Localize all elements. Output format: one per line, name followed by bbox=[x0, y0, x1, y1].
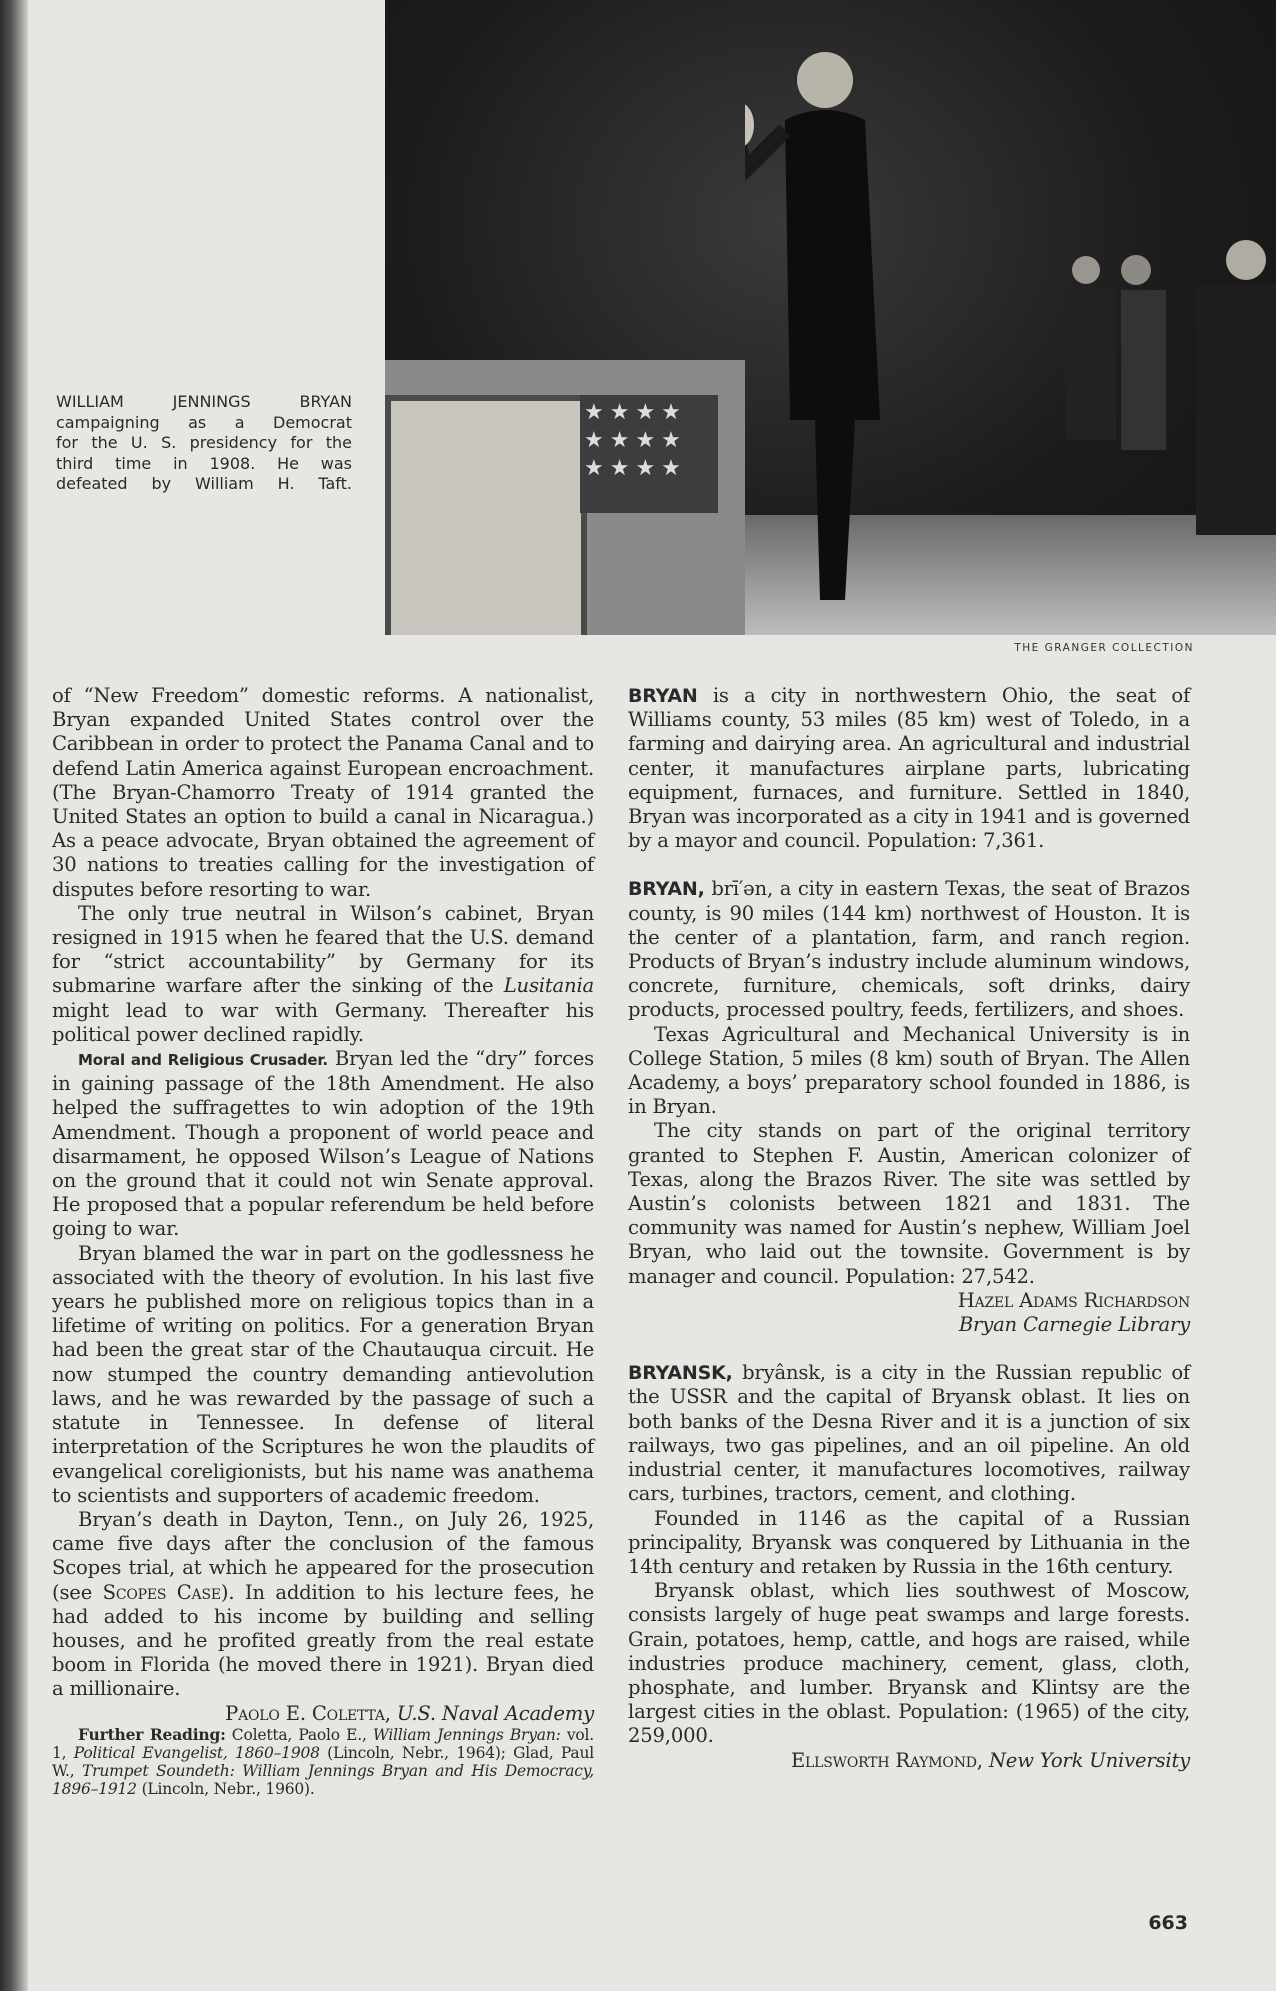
paragraph: Bryan blamed the war in part on the godlessness he associated with the theory of evolution. In his last five years he published more on religious topics than in a lifetime of writing on politics. For a generation Bryan had been the great star of the Chautauqua circuit. He now stumped the country demanding antievolution laws, and he was rewarded by the passage of such a statute in Tennessee. In defense of literal interpretation of the Scriptures he won the plaudits of evangelical coreligionists, but his name was anathema to scientists and supporters of academic freedom. bbox=[52, 1241, 594, 1507]
paragraph: Texas Agricultural and Mechanical University is in College Station, 5 miles (8 km) south of Bryan. The Allen Academy, a boys’ preparatory school founded in 1886, is in Bryan. bbox=[628, 1022, 1190, 1119]
author-affiliation: New York University bbox=[988, 1748, 1190, 1772]
author-name: Hazel Adams Richardson bbox=[957, 1288, 1190, 1312]
text: vol. 1, bbox=[52, 1725, 594, 1762]
paragraph bbox=[52, 902, 594, 1047]
paragraph bbox=[52, 1508, 594, 1702]
title: Trumpet Soundeth: William Jennings Bryan and His Democracy, 1896–1912 bbox=[52, 1761, 594, 1798]
entry-bryan-texas bbox=[628, 877, 1190, 1022]
entry-bryansk bbox=[628, 1361, 1190, 1506]
photo-credit: THE GRANGER COLLECTION bbox=[1014, 642, 1194, 654]
photo-caption bbox=[56, 392, 352, 495]
text: bryânsk, is a city in the Russian republic of the USSR and the capital of Bryansk oblast. It lies on both banks of the Desna River and it is a junction of six railways, two gas pipelines, and an oil pipeline. An old industrial center, it manufactures locomotives, railway cars, turbines, tractors, cement, and clothing. bbox=[628, 1361, 1190, 1506]
affiliation-text: Bryan Carnegie Library bbox=[958, 1313, 1190, 1337]
text: The only true neutral in Wilson’s cabinet, Bryan resigned in 1915 when he feared that the U.S. demand for “strict accountability” by Germany for its submarine warfare after the sinking of the bbox=[52, 901, 594, 998]
text: Coletta, Paolo E., bbox=[225, 1725, 373, 1744]
caption-line: campaigning as a Democrat bbox=[56, 412, 352, 432]
text: ). In addition to his lecture fees, he had added to his income by building and selling houses, and he profited greatly from the real estate boom in Florida (he moved there in 1921). Bryan died a millionaire. bbox=[52, 1580, 594, 1701]
author-affiliation bbox=[628, 1313, 1190, 1337]
entry-heading: BRYAN bbox=[628, 685, 698, 707]
title: Political Evangelist, 1860–1908 bbox=[73, 1743, 320, 1762]
entry-heading: BRYANSK, bbox=[628, 1362, 733, 1385]
speaker-figure bbox=[745, 40, 895, 600]
text: (Lincoln, Nebr., 1960). bbox=[136, 1779, 315, 1798]
caption-line: WILLIAM JENNINGS BRYAN bbox=[56, 392, 352, 411]
section-heading: Moral and Religious Crusader. bbox=[78, 1051, 328, 1070]
flag-stars: ★★★★ ★★★★ ★★★★ bbox=[580, 395, 718, 513]
ship-name: Lusitania bbox=[503, 974, 594, 998]
further-reading-label: Further Reading: bbox=[78, 1724, 226, 1744]
book-spine-edge bbox=[0, 0, 28, 1991]
text: Bryan’s death in Dayton, Tenn., on July 26, 1925, came five days after the conclusion of the famous Scopes trial, at which he appeared for the prosecution (see bbox=[52, 1507, 594, 1604]
cross-reference-link[interactable]: Scopes Case bbox=[102, 1580, 221, 1604]
framed-portrait bbox=[385, 395, 587, 635]
author-name: Paolo E. Coletta, bbox=[225, 1701, 397, 1725]
text: might lead to war with Germany. Thereafter his political power declined rapidly. bbox=[52, 998, 594, 1046]
text: brī′ən, a city in eastern Texas, the seat of Brazos county, is 90 miles (144 km) northwest of Houston. It is the center of a plantation, farm, and ranch region. Products of Bryan’s industry include aluminum windows, concrete, furniture, chemicals, soft drinks, dairy products, processed poultry, feeds, fertilizers, and shoes. bbox=[628, 877, 1190, 1022]
text: Bryan led the “dry” forces in gaining passage of the 18th Amendment. He also helped the suffragettes to win adoption of the 19th Amendment. Though a proponent of world peace and disarmament, he opposed Wilson’s League of Nations on the ground that it could not win Senate approval. He proposed that a popular referendum be held before going to war. bbox=[52, 1047, 594, 1241]
right-column bbox=[628, 684, 1190, 1773]
text: (Lincoln, Nebr., 1964); Glad, Paul W., bbox=[52, 1743, 595, 1780]
photo-bryan-campaigning bbox=[385, 0, 1276, 635]
entry-bryan-ohio bbox=[628, 684, 1190, 853]
paragraph: of “New Freedom” domestic reforms. A nationalist, Bryan expanded United States control over the Caribbean in order to protect the Panama Canal and to defend Latin America against European encroachment. (The Bryan-Chamorro Treaty of 1914 granted the United States an option to build a canal in Nicaragua.) As a peace advocate, Bryan obtained the agreement of 30 nations to treaties calling for the investigation of disputes before resorting to war. bbox=[52, 684, 594, 901]
entry-heading: BRYAN, bbox=[628, 878, 705, 901]
author-affiliation: U.S. Naval Academy bbox=[396, 1701, 594, 1725]
page-number: 663 bbox=[1148, 1912, 1188, 1934]
author-signature bbox=[628, 1749, 1190, 1773]
caption-line: for the U. S. presidency for the bbox=[56, 433, 352, 452]
author-name: Ellsworth Raymond, bbox=[790, 1748, 989, 1772]
title: William Jennings Bryan: bbox=[372, 1725, 561, 1744]
seated-audience-figures bbox=[1046, 240, 1276, 560]
left-column bbox=[52, 684, 594, 1798]
paragraph bbox=[52, 1047, 594, 1242]
paragraph: Bryansk oblast, which lies southwest of Moscow, consists largely of huge peat swamps and large forests. Grain, potatoes, hemp, cattle, and hogs are raised, while industries produce machinery, cement, glass, cloth, phosphate, and lumber. Bryansk and Klintsy are the largest cities in the oblast. Population: (1965) of the city, 259,000. bbox=[628, 1579, 1190, 1748]
caption-line: defeated by William H. Taft. bbox=[56, 474, 352, 493]
author-signature bbox=[52, 1702, 594, 1726]
paragraph: The city stands on part of the original territory granted to Stephen F. Austin, American colonizer of Texas, along the Brazos River. The site was settled by Austin’s colonists between 1821 and 1831. The community was named for Austin’s nephew, William Joel Bryan, who laid out the townsite. Government is by manager and council. Population: 27,542. bbox=[628, 1119, 1190, 1288]
further-reading bbox=[52, 1726, 594, 1798]
paragraph: Founded in 1146 as the capital of a Russian principality, Bryansk was conquered by Lithuania in the 14th century and retaken by Russia in the 16th century. bbox=[628, 1506, 1190, 1578]
text: is a city in northwestern Ohio, the seat of Williams county, 53 miles (85 km) west of Toledo, in a farming and dairying area. An agricultural and industrial center, it manufactures airplane parts, lubricating equipment, furnaces, and furniture. Settled in 1840, Bryan was incorporated as a city in 1941 and is governed by a mayor and council. Population: 7,361. bbox=[628, 684, 1190, 853]
caption-line: third time in 1908. He was bbox=[56, 453, 352, 473]
